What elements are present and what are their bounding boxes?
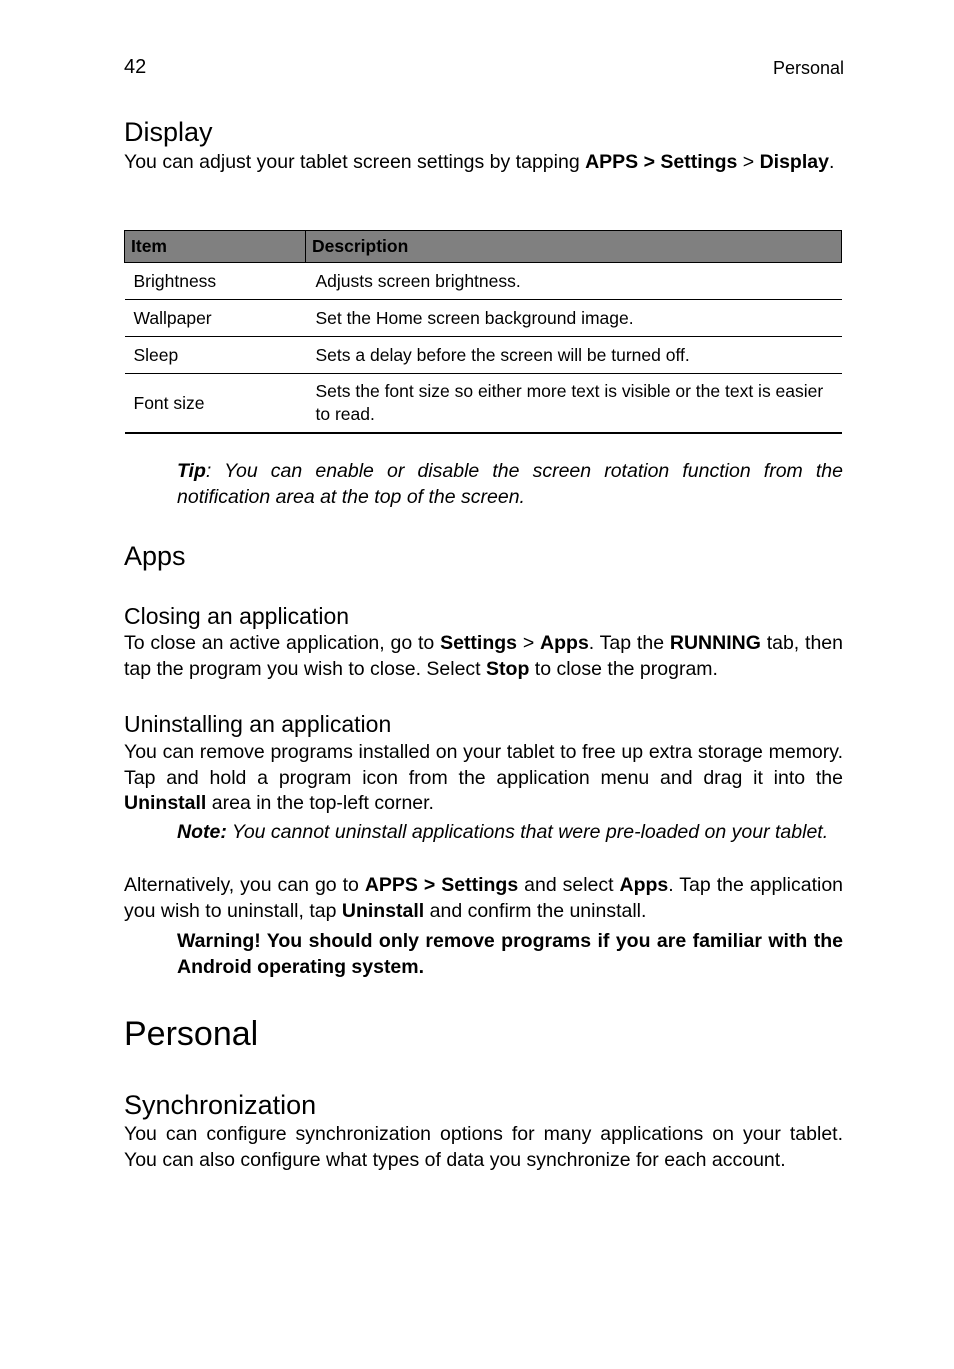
table-cell-description: Set the Home screen background image. <box>306 300 842 337</box>
table-cell-item: Sleep <box>125 337 306 374</box>
table-row <box>125 300 842 337</box>
apps-heading: Apps <box>124 541 186 571</box>
warning-paragraph: Warning! You should only remove programs if you are familiar with the Android operating system. <box>177 930 843 978</box>
running-header: Personal <box>772 58 844 78</box>
uninstalling-app-heading: Uninstalling an application <box>124 711 392 737</box>
note-paragraph: Note: You cannot uninstall applications that were pre-loaded on your tablet. <box>177 821 829 843</box>
table-header-item: Item <box>125 231 306 263</box>
closing-app-text: To close an active application, go to Settings > Apps. Tap the RUNNING tab, then tap the program you wish to close. Select Stop to close the program. <box>124 632 843 680</box>
note-label: Note: <box>177 821 227 843</box>
page-number: 42 <box>124 56 147 78</box>
tip-label: Tip <box>177 460 206 482</box>
closing-app-heading: Closing an application <box>124 603 350 629</box>
table-cell-description: Sets a delay before the screen will be turned off. <box>306 337 842 374</box>
tip-paragraph: Tip: You can enable or disable the screen rotation function from the notification area at the top of the screen. <box>177 460 843 508</box>
table-row <box>125 263 842 300</box>
table-row <box>125 374 842 434</box>
table-header-description: Description <box>306 231 842 263</box>
table-row <box>125 337 842 374</box>
display-heading: Display <box>124 117 213 147</box>
table-cell-item: Brightness <box>125 263 306 300</box>
display-settings-table <box>124 230 842 434</box>
uninstalling-app-text: You can remove programs installed on your tablet to free up extra storage memory. Tap and hold a program icon from the application menu and drag it into the Uninstall area in the top-left corner. <box>124 741 843 814</box>
sync-heading: Synchronization <box>124 1090 317 1120</box>
sync-text: You can configure synchronization options for many applications on your tablet. You can also configure what types of data you synchronize for each account. <box>124 1123 843 1171</box>
table-cell-item: Font size <box>125 374 306 434</box>
display-intro: You can adjust your tablet screen settings by tapping APPS > Settings > Display. <box>124 151 835 173</box>
personal-heading: Personal <box>124 1015 259 1053</box>
table-cell-item: Wallpaper <box>125 300 306 337</box>
table-cell-description: Sets the font size so either more text is visible or the text is easier to read. <box>306 374 842 434</box>
alternative-uninstall-text: Alternatively, you can go to APPS > Settings and select Apps. Tap the application you wish to uninstall, tap Uninstall and confirm the uninstall. <box>124 874 844 922</box>
table-cell-description: Adjusts screen brightness. <box>306 263 842 300</box>
